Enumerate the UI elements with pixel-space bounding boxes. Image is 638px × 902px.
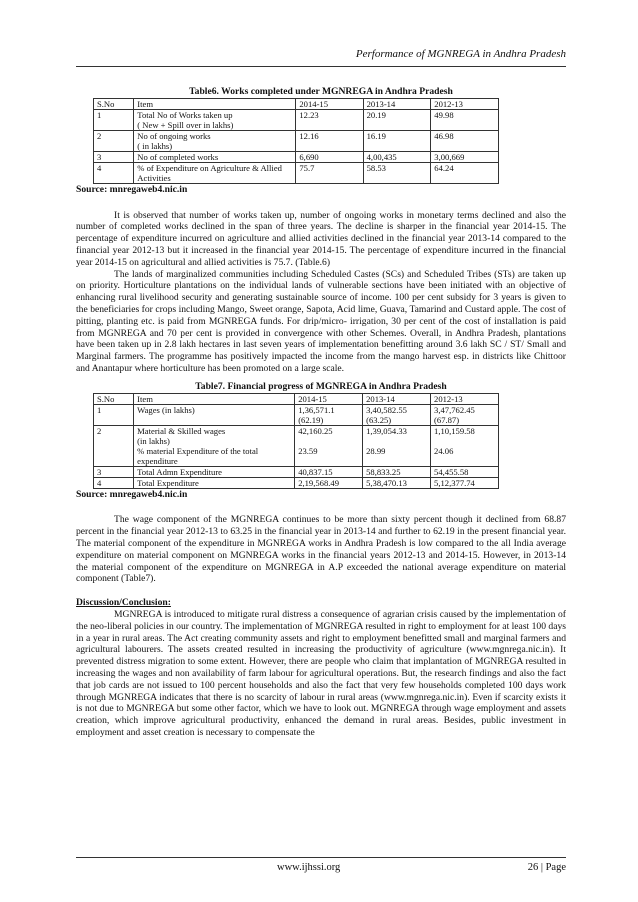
cell-item: No of ongoing works ( in lakhs)	[134, 130, 296, 151]
cell-2012-13: 49.98	[431, 109, 499, 130]
table-row	[94, 109, 499, 130]
paragraph-horticulture: The lands of marginalized communities including Scheduled Castes (SCs) and Scheduled Tribes (STs) are taken up on priority. Horticulture plantations on the individual lands of vulnerable sections have been initiated with an objective of enhancing rural livelihood security and generating sustainable source of income. 100 per cent subsidy for 3 years is given to the beneficiaries for crops including Mango, Sweet orange, Sapota, Acid lime, Guava, Tamarind and Custard apple. The cost of pitting, planting etc. is paid from MGNREGA funds. For drip/micro- irrigation, 30 per cent of the cost of installation is paid from MGNREGA and 70 per cent is provided in convergence with other Schemes. Overall, in Andhra Pradesh, plantations have been taken up in 2.8 lakh hectares in last seven years of implementation benefitting around 3.6 lakh SC / ST/ Small and Marginal farmers. The programme has positively impacted the income from the mango harvest esp. in districts like Chittoor and Anantapur where horticulture has been promoted on a large scale.	[76, 268, 566, 374]
cell-item: Total Admn Expenditure	[134, 466, 295, 477]
table-row	[94, 466, 499, 477]
cell-2013-14: 4,00,435	[363, 151, 431, 162]
cell-2012-13: 54,455.58	[431, 466, 499, 477]
cell-sno: 1	[94, 109, 134, 130]
paragraph-wage-component: The wage component of the MGNREGA continues to be more than sixty percent though it declined from 68.87 percent in the financial year 2012-13 to 63.25 in the financial year in 2013-14 and further to 62.19 in the present financial year. The material component of the expenditure in MGNREGA works in Andhra Pradesh is low compared to the all India average expenditure on material component on MGNREGA works in the financial years 2012-13 and 2014-15. However, in 2013-14 the material component of the expenditure on MGNREGA in A.P exceeded the national average expenditure on material component (Table7).	[76, 514, 566, 585]
paragraph-works-decline: It is observed that number of works taken up, number of ongoing works in monetary terms declined and also the number of completed works declined in the span of three years. The decline is sharper in the financial year 2014-15. The percentage of expenditure incurred on agriculture and allied activities declined in the financial year 2013-14 compared to the financial year 2012-13 but it increased in the financial year 2014-15. The percentage of expenditure incurred in the financial year 2014-15 on agricultural and allied activities is 75.7. (Table.6)	[76, 209, 566, 268]
cell-sno: 4	[94, 162, 134, 183]
table-row	[94, 477, 499, 488]
cell-sno: 4	[94, 477, 134, 488]
column-header: 2014-15	[296, 98, 363, 109]
table-header-row	[94, 393, 499, 404]
cell-2013-14: 1,39,054.33 28.99	[363, 425, 431, 466]
cell-2012-13: 1,10,159.58 24.06	[431, 425, 499, 466]
table-row	[94, 425, 499, 466]
column-header: 2013-14	[363, 98, 431, 109]
table6	[93, 98, 499, 184]
cell-2013-14: 5,38,470.13	[363, 477, 431, 488]
cell-item: % of Expenditure on Agriculture & Allied Activities	[134, 162, 296, 183]
footer-rule	[76, 857, 566, 858]
cell-2014-15: 12.23	[296, 109, 363, 130]
cell-2014-15: 2,19,568.49	[295, 477, 363, 488]
running-header: Performance of MGNREGA in Andhra Pradesh	[355, 48, 566, 60]
cell-item: Wages (in lakhs)	[134, 404, 295, 425]
cell-2012-13: 5,12,377.74	[431, 477, 499, 488]
table6-title: Table6. Works completed under MGNREGA in Andhra Pradesh	[189, 86, 453, 97]
column-header: Item	[134, 98, 296, 109]
table7	[93, 393, 499, 489]
table7-title: Table7. Financial progress of MGNREGA in Andhra Pradesh	[195, 380, 447, 392]
footer-page-number: 26 | Page	[527, 862, 566, 873]
table-row	[94, 151, 499, 162]
cell-sno: 3	[94, 466, 134, 477]
cell-item: No of completed works	[134, 151, 296, 162]
cell-2014-15: 40,837.15	[295, 466, 363, 477]
table7-source: Source: mnregaweb4.nic.in	[76, 488, 188, 500]
cell-2014-15: 75.7	[296, 162, 363, 183]
paragraph-conclusion: MGNREGA is introduced to mitigate rural distress a consequence of agrarian crisis caused by the implementation of the neo-liberal policies in our country. The implementation of MGNREGA resulted in right to employment for at least 100 days in a year in rural areas. The Act creating community assets and right to employment benefitted small and marginal farmers and agricultural labourers. The assets created resulted in increasing the productivity of agriculture (www.mgnrega.nic.in). It prevented distress migration to some extent. However, there are people who claim that implantation of MGNREGA resulted in increasing the wages and non availability of farm labour for agricultural operations. But, the research findings and also the fact that job cards are not issued to 100 percent households and also the fact that very few households completed 100 days work through MGNREGA indicates that there is no scarcity of labour in rural areas (www.mgnrega.nic.in). Even if scarcity exists it is not due to MGNREGA but some other factor, which we have to look out. MGNREGA through wage employment and assets creation, which improve agricultural productivity, enhanced the demand in rural areas. Besides, public investment in employment and asset creation is necessary to compensate the	[76, 608, 566, 738]
cell-2013-14: 3,40,582.55 (63.25)	[363, 404, 431, 425]
cell-sno: 2	[94, 130, 134, 151]
table-row	[94, 404, 499, 425]
cell-2013-14: 16.19	[363, 130, 431, 151]
conclusion-heading: Discussion/Conclusion:	[76, 597, 171, 609]
table-header-row	[94, 98, 499, 109]
table-row	[94, 130, 499, 151]
cell-2013-14: 58.53	[363, 162, 431, 183]
table-row	[94, 162, 499, 183]
cell-sno: 3	[94, 151, 134, 162]
cell-sno: 1	[94, 404, 134, 425]
cell-2014-15: 42,160.25 23.59	[295, 425, 363, 466]
column-header: 2014-15	[295, 393, 363, 404]
cell-2012-13: 46.98	[431, 130, 499, 151]
cell-sno: 2	[94, 425, 134, 466]
cell-2014-15: 6,690	[296, 151, 363, 162]
cell-2012-13: 3,47,762.45 (67.87)	[431, 404, 499, 425]
column-header: S.No	[94, 98, 134, 109]
cell-item: Total No of Works taken up ( New + Spill over in lakhs)	[134, 109, 296, 130]
column-header: Item	[134, 393, 295, 404]
footer-site: www.ijhssi.org	[277, 862, 341, 873]
article-body	[76, 86, 566, 739]
cell-2014-15: 12.16	[296, 130, 363, 151]
column-header: 2012-13	[431, 98, 499, 109]
column-header: 2012-13	[431, 393, 499, 404]
table6-source: Source: mnregaweb4.nic.in	[76, 183, 188, 195]
column-header: 2013-14	[363, 393, 431, 404]
cell-item: Total Expenditure	[134, 477, 295, 488]
column-header: S.No	[94, 393, 134, 404]
cell-item: Material & Skilled wages (in lakhs) % material Expenditure of the total expenditure	[134, 425, 295, 466]
header-rule	[76, 66, 566, 67]
cell-2013-14: 58,833.25	[363, 466, 431, 477]
cell-2012-13: 3,00,669	[431, 151, 499, 162]
cell-2012-13: 64.24	[431, 162, 499, 183]
cell-2013-14: 20.19	[363, 109, 431, 130]
cell-2014-15: 1,36,571.1 (62.19)	[295, 404, 363, 425]
